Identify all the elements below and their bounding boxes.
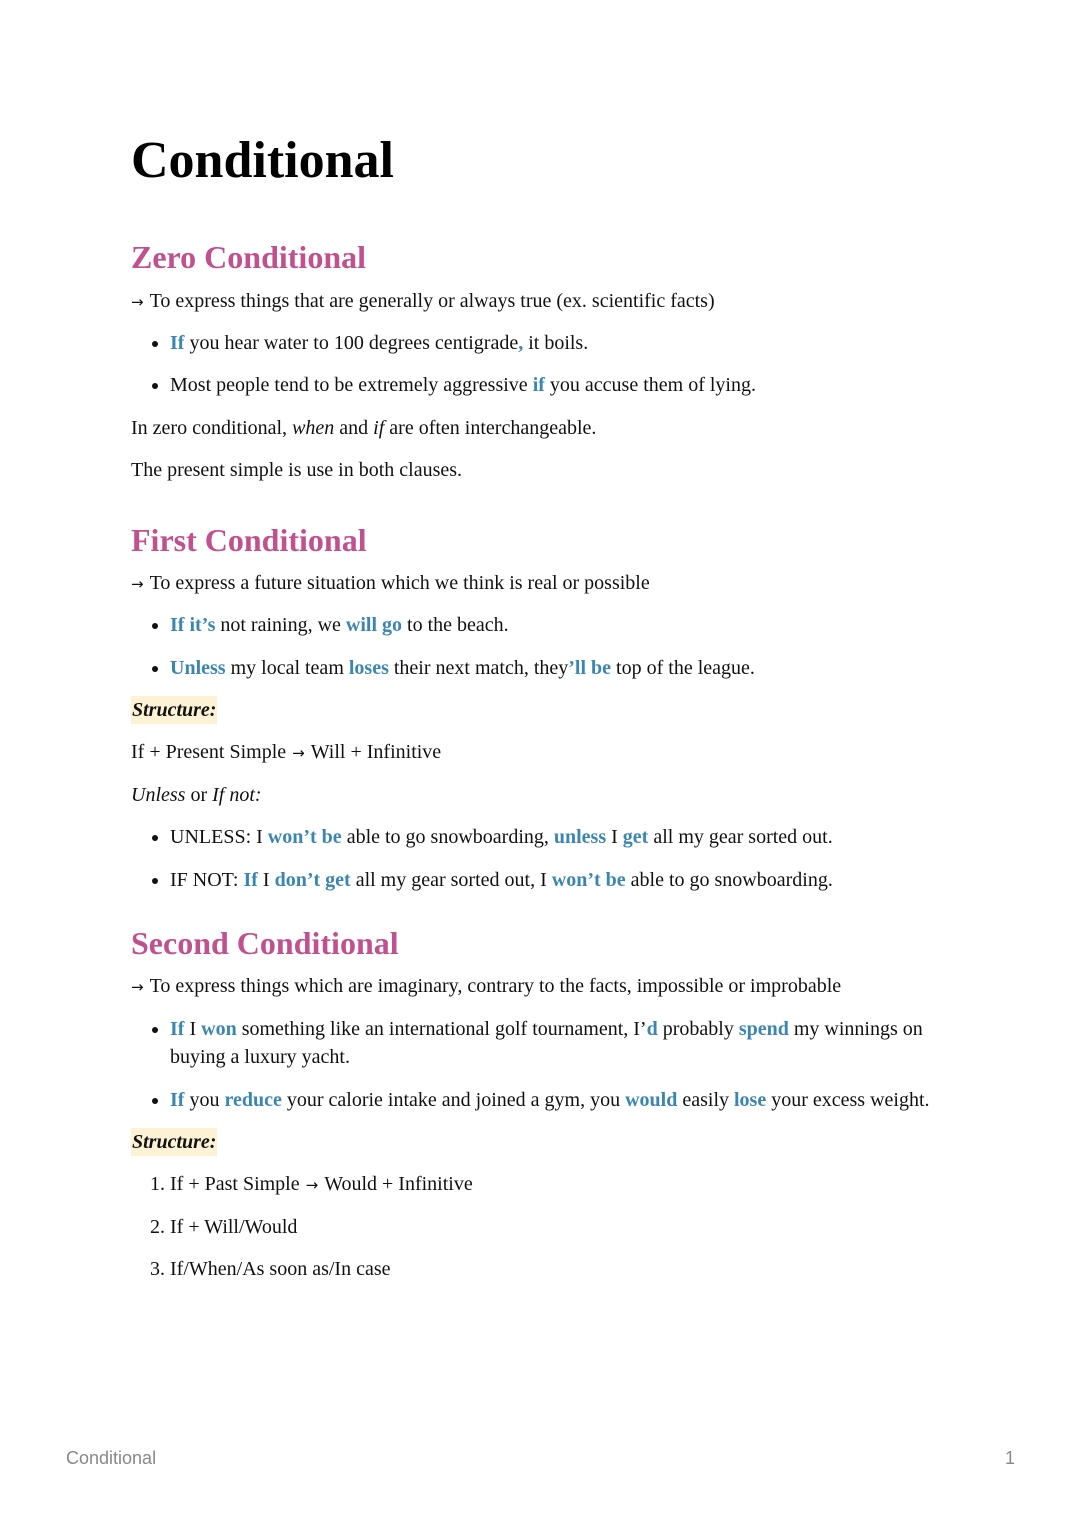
text: your excess weight. — [766, 1088, 930, 1111]
text: Will + Infinitive — [310, 741, 442, 764]
text: you — [184, 1088, 225, 1111]
structure-label: Structure: — [131, 696, 217, 724]
keyword: If — [170, 331, 185, 354]
first-example-2 — [170, 654, 951, 682]
structure-item-3: 3. If/When/As soon as/In case — [170, 1255, 951, 1283]
keyword: won’t be — [267, 826, 342, 849]
text: probably — [657, 1017, 739, 1040]
zero-conditional-heading: Zero Conditional — [131, 239, 366, 276]
text: all my gear sorted out. — [648, 826, 833, 849]
text: If + Present Simple — [131, 741, 287, 764]
page-title: Conditional — [131, 132, 394, 189]
first-structure — [131, 738, 951, 766]
keyword: If it’s — [170, 614, 216, 637]
text: and — [334, 416, 374, 439]
text: In zero conditional, — [131, 416, 293, 439]
text: my local team — [225, 656, 349, 679]
keyword: spend — [738, 1017, 789, 1040]
second-example-2 — [170, 1086, 951, 1114]
second-conditional-heading: Second Conditional — [131, 925, 399, 962]
text: If + Past Simple — [170, 1173, 300, 1196]
first-structure-label-line — [131, 696, 951, 724]
second-examples — [131, 1015, 951, 1114]
italic-text: If not: — [212, 783, 262, 806]
structure-label: Structure: — [131, 1128, 217, 1156]
text: my winnings on buying a luxury yacht. — [170, 1017, 923, 1069]
arrow-icon: → — [305, 1176, 319, 1195]
keyword: reduce — [224, 1088, 282, 1111]
first-examples — [131, 611, 951, 682]
zero-description-text: To express things that are generally or always true (ex. scientific facts) — [149, 289, 715, 312]
second-conditional-section — [131, 924, 951, 1284]
first-description-text: To express a future situation which we think is real or possible — [149, 571, 650, 594]
zero-description — [131, 287, 951, 315]
zero-conditional-section — [131, 238, 951, 484]
italic-text: if — [373, 416, 385, 439]
text: not raining, we — [215, 614, 346, 637]
unless-examples — [131, 823, 951, 894]
arrow-icon: → — [131, 574, 144, 593]
first-conditional-section — [131, 521, 951, 895]
italic-text: when — [292, 416, 335, 439]
text: top of the league. — [611, 656, 755, 679]
text: to the beach. — [402, 614, 509, 637]
zero-example-1 — [170, 329, 951, 357]
keyword: if — [532, 374, 545, 397]
keyword: Unless — [170, 656, 226, 679]
keyword: don’t get — [274, 868, 351, 891]
zero-example-2 — [170, 371, 951, 399]
keyword: If — [243, 868, 258, 891]
unless-line — [131, 781, 951, 809]
first-conditional-heading: First Conditional — [131, 521, 367, 558]
text: easily — [677, 1088, 734, 1111]
structure-item-1 — [170, 1170, 951, 1198]
keyword: ’ll be — [568, 656, 612, 679]
italic-text: Unless — [131, 783, 186, 806]
structure-item-2: 2. If + Will/Would — [170, 1213, 951, 1241]
keyword: would — [625, 1088, 678, 1111]
keyword: If — [170, 1088, 185, 1111]
footer-title: Conditional — [66, 1448, 157, 1468]
text: are often interchangeable. — [384, 416, 597, 439]
text: able to go snowboarding. — [625, 868, 833, 891]
keyword: will go — [345, 614, 403, 637]
text: you hear water to 100 degrees centigrade — [184, 331, 519, 354]
keyword: d — [646, 1017, 658, 1040]
text: Most people tend to be extremely aggressive — [170, 374, 533, 397]
text: I — [606, 826, 623, 849]
unless-example — [170, 823, 951, 851]
text: your calorie intake and joined a gym, you — [281, 1088, 626, 1111]
keyword: lose — [734, 1088, 767, 1111]
text: their next match, they — [388, 656, 569, 679]
text: I — [257, 868, 275, 891]
keyword: loses — [348, 656, 389, 679]
text: something like an international golf tournament, I’ — [236, 1017, 647, 1040]
second-description — [131, 972, 951, 1000]
text: or — [185, 783, 213, 806]
if-not-example — [170, 866, 951, 894]
text: Would + Infinitive — [324, 1173, 473, 1196]
text: I — [184, 1017, 202, 1040]
second-example-1 — [170, 1015, 951, 1072]
keyword: unless — [553, 826, 607, 849]
keyword: won’t be — [551, 868, 626, 891]
keyword: , — [518, 331, 524, 354]
text: it boils. — [523, 331, 589, 354]
arrow-icon: → — [131, 978, 144, 997]
text: you accuse them of lying. — [544, 374, 756, 397]
text: able to go snowboarding, — [341, 826, 554, 849]
keyword: get — [622, 826, 649, 849]
arrow-icon: → — [292, 744, 305, 763]
page-number: 1 — [1004, 1448, 1015, 1468]
text: IF NOT: — [170, 868, 244, 891]
zero-examples — [131, 329, 951, 400]
zero-note-2: The present simple is use in both clauses. — [131, 459, 463, 482]
arrow-icon: → — [131, 292, 144, 311]
first-example-1 — [170, 611, 951, 639]
document-page — [131, 132, 951, 1298]
second-structure-label-line — [131, 1128, 951, 1156]
zero-note-1 — [131, 414, 951, 442]
keyword: If — [170, 1017, 185, 1040]
text: UNLESS: I — [170, 826, 268, 849]
first-description — [131, 569, 951, 597]
second-structure-list — [131, 1170, 951, 1283]
second-description-text: To express things which are imaginary, contrary to the facts, impossible or improbable — [149, 975, 842, 998]
text: all my gear sorted out, I — [350, 868, 552, 891]
keyword: won — [201, 1017, 237, 1040]
